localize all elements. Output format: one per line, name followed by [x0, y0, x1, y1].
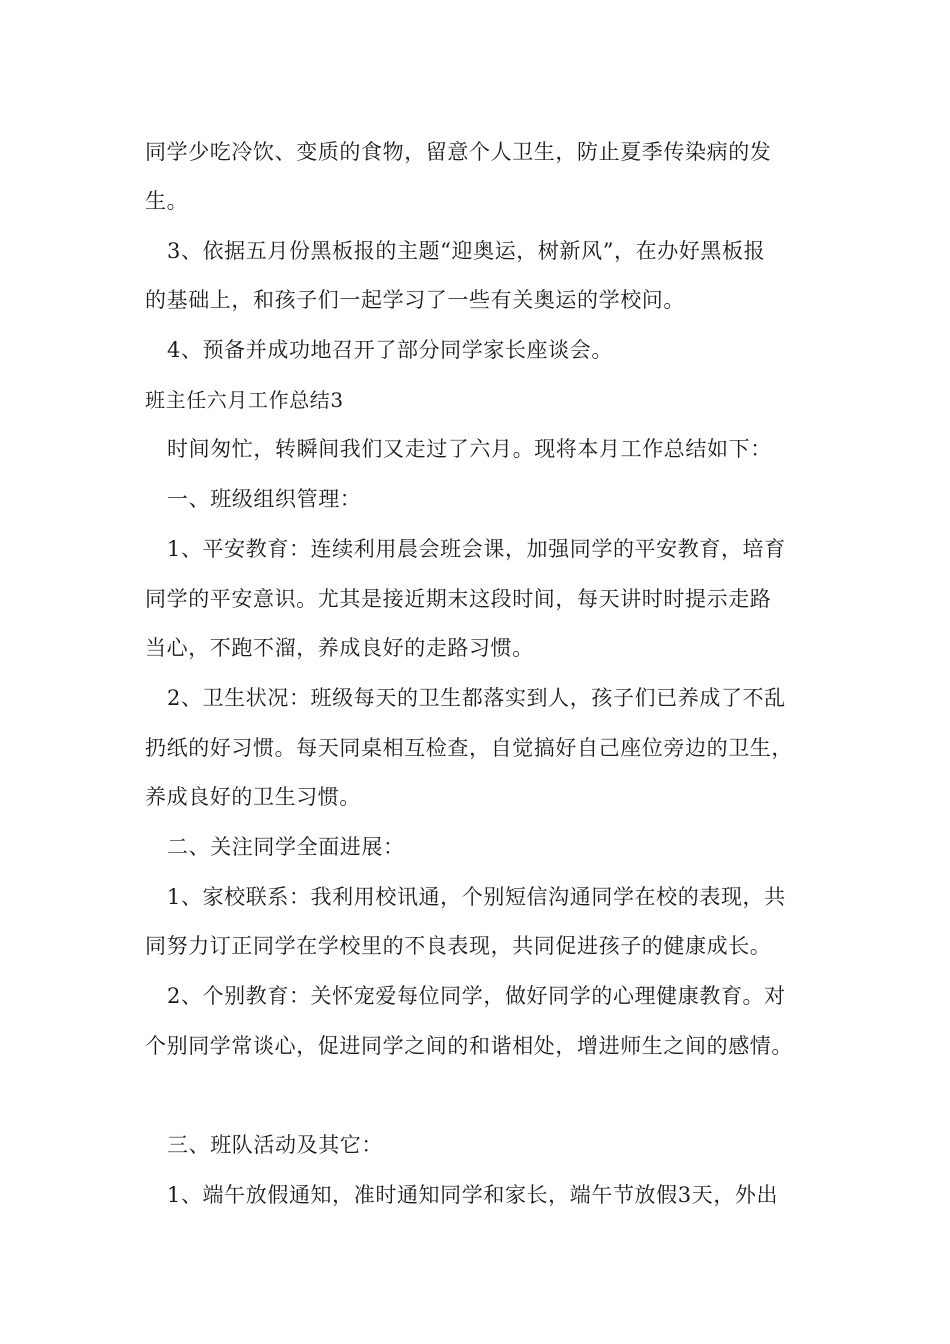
text-line: 三、班队活动及其它： [167, 1133, 383, 1157]
text-line: 养成良好的卫生习惯。 [145, 785, 361, 809]
text-line: 时间匆忙，转瞬间我们又走过了六月。现将本月工作总结如下： [167, 437, 772, 461]
text-line: 1、平安教育：连续利用晨会班会课，加强同学的平安教育，培育 [167, 537, 786, 561]
text-line: 同学的平安意识。尤其是接近期末这段时间，每天讲时时提示走路 [145, 587, 772, 611]
text-line: 同学少吃冷饮、变质的食物，留意个人卫生，防止夏季传染病的发 [145, 140, 772, 164]
text-line: 同努力订正同学在学校里的不良表现，共同促进孩子的健康成长。 [145, 934, 772, 958]
text-line: 2、个别教育：关怀宠爱每位同学，做好同学的心理健康教育。对 [167, 984, 786, 1008]
text-line: 生。 [145, 189, 189, 213]
text-line: 扔纸的好习惯。每天同桌相互检查，自觉搞好自己座位旁边的卫生， [145, 736, 793, 760]
text-line: 1、家校联系：我利用校讯通，个别短信沟通同学在校的表现，共 [167, 885, 786, 909]
text-line: 2、卫生状况：班级每天的卫生都落实到人，孩子们已养成了不乱 [167, 686, 786, 710]
section-heading: 班主任六月工作总结3 [145, 388, 344, 412]
text-line: 一、班级组织管理： [167, 487, 362, 511]
text-line: 二、关注同学全面进展： [167, 835, 405, 859]
text-line: 当心，不跑不溜，养成良好的走路习惯。 [145, 636, 534, 660]
text-line: 3、依据五月份黑板报的主题“迎奥运，树新风”，在办好黑板报 [167, 239, 766, 263]
text-line: 个别同学常谈心，促进同学之间的和谐相处，增进师生之间的感情。 [145, 1034, 793, 1058]
text-line: 1、端午放假通知，准时通知同学和家长，端午节放假3天，外出 [167, 1183, 779, 1207]
text-line: 4、预备并成功地召开了部分同学家长座谈会。 [167, 338, 613, 362]
text-line: 的基础上，和孩子们一起学习了一些有关奥运的学校问。 [145, 288, 685, 312]
